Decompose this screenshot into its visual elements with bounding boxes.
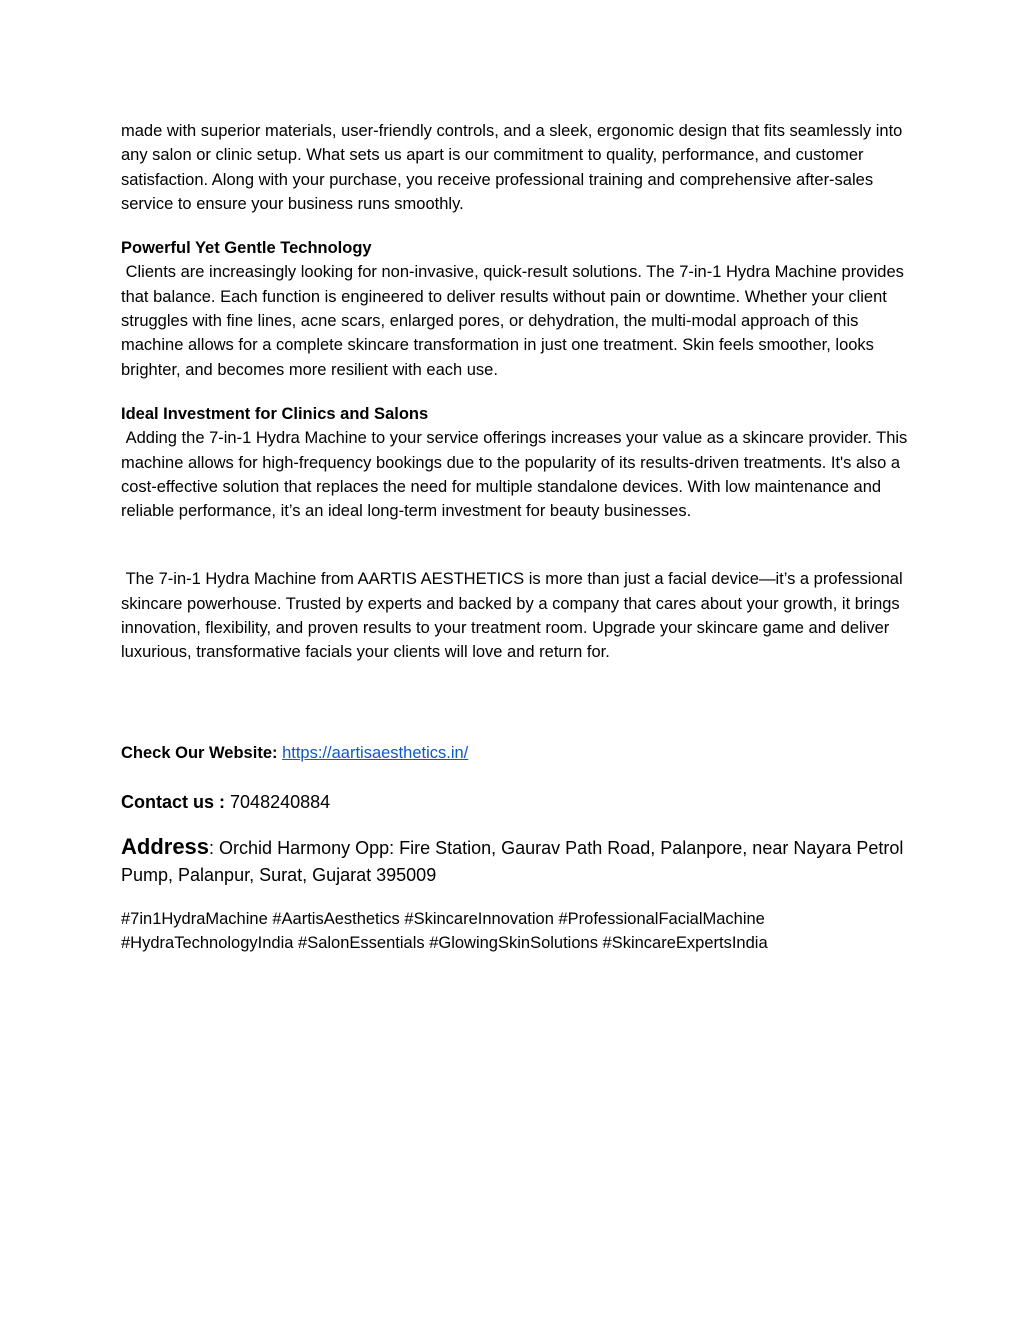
- hashtags-line-2: #HydraTechnologyIndia #SalonEssentials #GlowingSkinSolutions #SkincareExpertsIndia: [121, 933, 768, 952]
- investment-section: [121, 402, 911, 523]
- website-label: Check Our Website:: [121, 743, 278, 762]
- website-link[interactable]: https://aartisaesthetics.in/: [282, 743, 469, 762]
- technology-section: [121, 236, 911, 382]
- closing-paragraph: The 7-in-1 Hydra Machine from AARTIS AESTHETICS is more than just a facial device—it’s a professional skincare powerhouse. Trusted by experts and backed by a company that cares about your growth, it brings innovation, flexibility, and proven results to your treatment room. Upgrade your skincare game and deliver luxurious, transformative facials your clients will love and return for.: [121, 570, 908, 662]
- address-label: Address: [121, 833, 210, 859]
- contact-phone: 7048240884: [230, 791, 331, 812]
- hashtags-block: [121, 907, 911, 956]
- contact-line: [121, 789, 911, 815]
- technology-paragraph: Clients are increasingly looking for non-invasive, quick-result solutions. The 7-in-1 Hydra Machine provides that balance. Each function is engineered to deliver results without pain or downtime. Whether your client struggles with fine lines, acne scars, enlarged pores, or dehydration, the multi-modal approach of this machine allows for a complete skincare transformation in just one treatment. Skin feels smoother, looks brighter, and becomes more resilient with each use.: [121, 263, 909, 379]
- contact-label: Contact us :: [121, 791, 226, 812]
- investment-heading: Ideal Investment for Clinics and Salons: [121, 404, 429, 423]
- address-value: : Orchid Harmony Opp: Fire Station, Gaurav Path Road, Palanpore, near Nayara Petrol Pump, Palanpur, Surat, Gujarat 395009: [121, 837, 904, 885]
- address-line: [121, 833, 911, 889]
- website-line: [121, 741, 911, 765]
- intro-paragraph: made with superior materials, user-friendly controls, and a sleek, ergonomic design that fits seamlessly into any salon or clinic setup. What sets us apart is our commitment to quality, performance, and customer satisfaction. Along with your purchase, you receive professional training and comprehensive after-sales service to ensure your business runs smoothly.: [121, 122, 903, 213]
- technology-heading: Powerful Yet Gentle Technology: [121, 239, 372, 258]
- investment-paragraph: Adding the 7-in-1 Hydra Machine to your service offerings increases your value as a skincare provider. This machine allows for high-frequency bookings due to the popularity of its results-driven treatments. It's also a cost-effective solution that replaces the need for multiple standalone devices. With low maintenance and reliable performance, it’s an ideal long-term investment for beauty businesses.: [121, 429, 912, 521]
- hashtags-line-1: #7in1HydraMachine #AartisAesthetics #SkincareInnovation #ProfessionalFacialMachine: [121, 909, 765, 928]
- document-page: [121, 119, 911, 955]
